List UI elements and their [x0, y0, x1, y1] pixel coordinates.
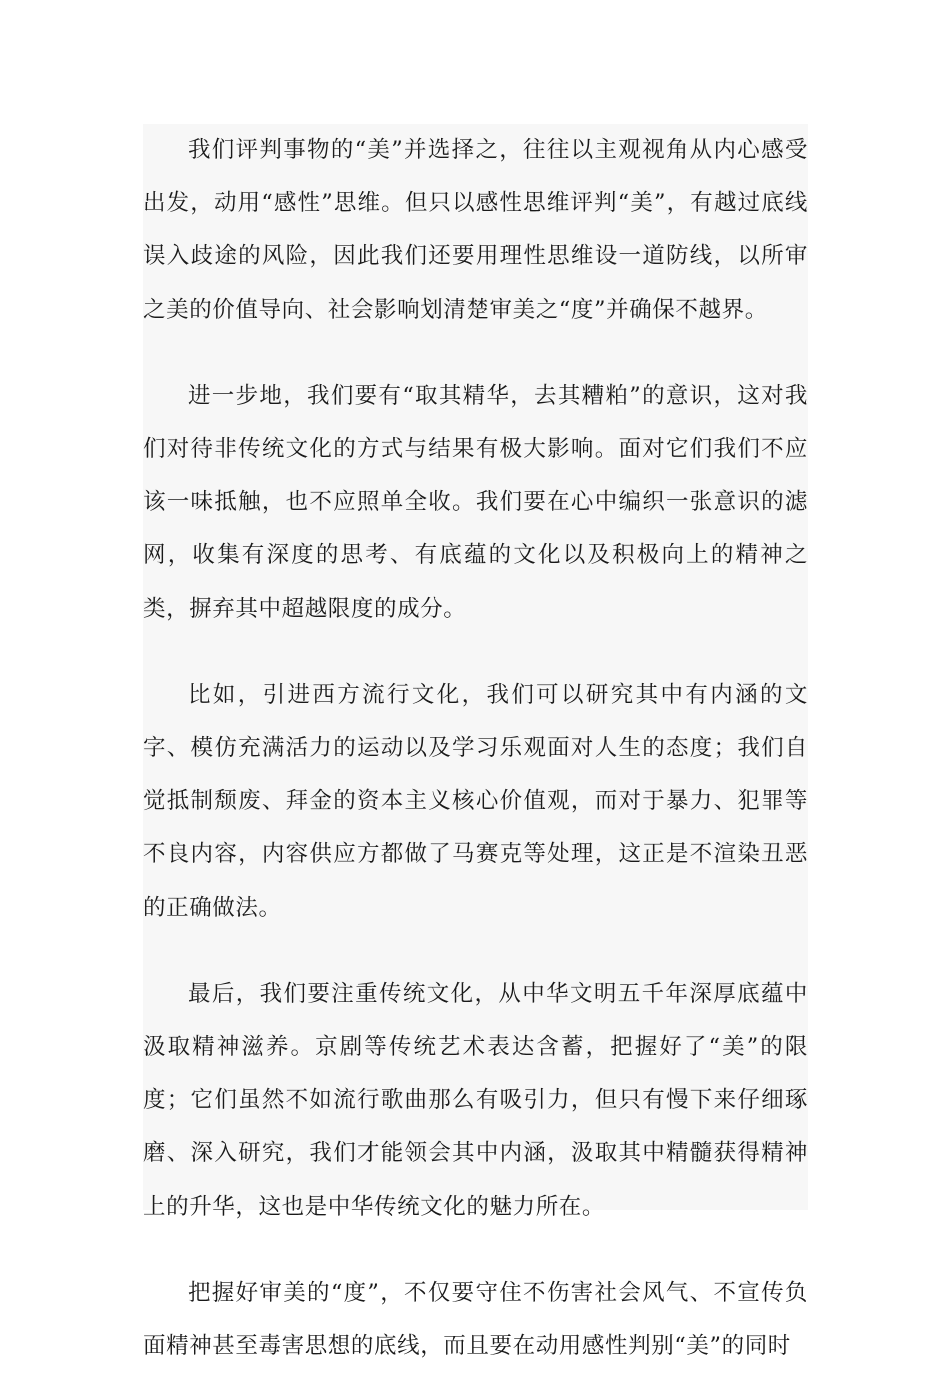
- paragraph-2: 进一步地，我们要有“取其精华，去其糟粕”的意识，这对我们对待非传统文化的方式与结果有极大影响。面对它们我们不应该一味抵触，也不应照单全收。我们要在心中编织一张意识的滤网，收集有深度的思考、有底蕴的文化以及积极向上的精神之类，摒弃其中超越限度的成分。: [143, 382, 808, 622]
- paragraph-4: 最后，我们要注重传统文化，从中华文明五千年深厚底蕴中汲取精神滋养。京剧等传统艺术表达含蓄，把握好了“美”的限度；它们虽然不如流行歌曲那么有吸引力，但只有慢下来仔细琢磨、深入研究，我们才能领会其中内涵，汲取其中精髓获得精神上的升华，这也是中华传统文化的魅力所在。: [143, 980, 808, 1220]
- essay-text-block: [143, 124, 808, 1360]
- paragraph-3: 比如，引进西方流行文化，我们可以研究其中有内涵的文字、模仿充满活力的运动以及学习乐观面对人生的态度；我们自觉抵制颓废、拜金的资本主义核心价值观，而对于暴力、犯罪等不良内容，内容供应方都做了马赛克等处理，这正是不渲染丑恶的正确做法。: [143, 681, 808, 921]
- paragraph-5: 把握好审美的“度”，不仅要守住不伤害社会风气、不宣传负面精神甚至毒害思想的底线，而且要在动用感性判别“美”的同时: [143, 1279, 808, 1360]
- paragraph-1: 我们评判事物的“美”并选择之，往往以主观视角从内心感受出发，动用“感性”思维。但只以感性思维评判“美”，有越过底线误入歧途的风险，因此我们还要用理性思维设一道防线，以所审之美的价值导向、社会影响划清楚审美之“度”并确保不越界。: [143, 137, 808, 323]
